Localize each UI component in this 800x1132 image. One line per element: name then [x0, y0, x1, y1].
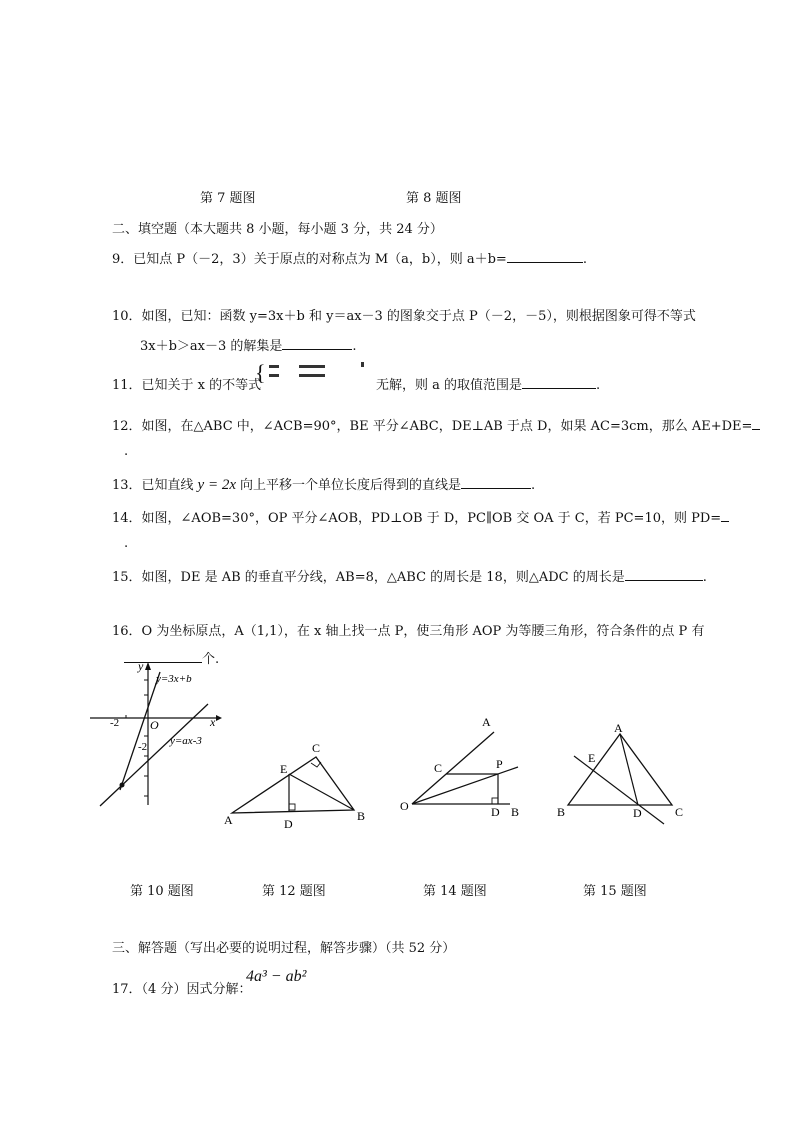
fig10-tick-x: -2 [110, 717, 120, 729]
fig12-triangle-abc [232, 757, 354, 813]
question-9 [112, 248, 587, 267]
fig14-label-d: D [491, 805, 500, 819]
q14-answer-blank[interactable] [721, 509, 729, 522]
fig15-segment-ad [620, 734, 638, 805]
q10-line1: 10．如图，已知：函数 y=3x＋b 和 y＝ax－3 的图象交于点 P（－2，－5），则根据图象可得不等式 [112, 309, 696, 324]
q14-line2: . [124, 536, 129, 551]
section2-header: 二、填空题（本大题共 8 小题，每小题 3 分，共 24 分） [112, 222, 443, 237]
q12-line1: 12．如图，在△ABC 中，∠ACB=90°，BE 平分∠ABC，DE⊥AB 于点 D，如果 AC=3cm，那么 AE+DE= [112, 419, 753, 434]
q13-end: . [531, 478, 536, 493]
fig14-ray-oa [412, 732, 494, 804]
figure-15 [552, 718, 687, 828]
q11-inequality-system-image [255, 360, 370, 386]
q16-end: 个. [202, 652, 220, 667]
svg-text:{: { [255, 360, 266, 385]
fig7-caption: 第 7 题图 [200, 191, 256, 206]
fig12-label-b: B [357, 809, 366, 823]
q13-post: 向上平移一个单位长度后得到的直线是 [239, 478, 461, 493]
fig12-label-d: D [284, 817, 293, 830]
q15-text: 15．如图，DE 是 AB 的垂直平分线，AB=8，△ABC 的周长是 18，则△ADC 的周长是 [112, 570, 625, 585]
fig15-caption: 第 15 题图 [583, 884, 647, 899]
q12-line2: . [124, 444, 129, 459]
fig10-label-line2: y=ax-3 [170, 735, 202, 747]
q13-math: y = 2x [197, 477, 236, 493]
question-17 [112, 978, 251, 997]
fig15-label-b: B [557, 805, 566, 819]
fig15-label-a: A [614, 721, 623, 735]
q17-text: 17．（4 分）因式分解： [112, 982, 252, 997]
fig10-y-label: y [138, 660, 144, 673]
fig12-label-a: A [224, 813, 233, 827]
fig10-caption: 第 10 题图 [130, 884, 194, 899]
fig15-label-d: D [633, 806, 642, 820]
q17-math: 4a³ − ab² [246, 968, 307, 985]
fig14-caption: 第 14 题图 [423, 884, 487, 899]
fig12-segment-be [289, 774, 354, 810]
question-15 [112, 566, 707, 585]
fig14-label-b: B [511, 805, 520, 819]
question-11 [112, 374, 261, 393]
fig10-label-line1: y=3x+b [156, 673, 192, 685]
fig15-label-c: C [675, 805, 684, 819]
figure-10 [86, 660, 226, 810]
q11-post: 无解，则 a 的取值范围是 [376, 378, 523, 393]
q10-line2: 3x＋b＞ax－3 的解集是 [140, 339, 283, 354]
fig10-point-p [120, 783, 125, 788]
q12-answer-blank[interactable] [752, 417, 760, 430]
fig8-caption: 第 8 题图 [406, 191, 462, 206]
fig15-label-e: E [588, 751, 596, 765]
figure-14 [398, 712, 528, 822]
q9-text: 9．已知点 P（－2，3）关于原点的对称点为 M（a，b），则 a＋b= [112, 252, 507, 267]
q15-answer-blank[interactable] [625, 568, 703, 581]
q15-end: . [702, 570, 707, 585]
question-10-line2 [140, 335, 357, 354]
question-14 [112, 507, 729, 526]
q14-line1: 14．如图，∠AOB=30°，OP 平分∠AOB，PD⊥OB 于 D，PC∥OB 交 OA 于 C，若 PC=10，则 PD= [112, 511, 722, 526]
figure-12 [222, 740, 372, 830]
q16-line1: 16．O 为坐标原点，A（1,1），在 x 轴上找一点 P，使三角形 AOP 为等腰三角形，符合条件的点 P 有 [112, 624, 705, 639]
question-12 [112, 415, 760, 434]
q11-pre: 11．已知关于 x 的不等式 [112, 378, 262, 393]
q9-answer-blank[interactable] [507, 250, 583, 263]
fig12-label-c: C [312, 741, 321, 755]
fig14-label-p: P [496, 757, 503, 771]
question-13 [112, 474, 535, 494]
fig15-perpendicular-bisector-de [574, 756, 664, 824]
section3-header: 三、解答题（写出必要的说明过程，解答步骤）（共 52 分） [112, 941, 456, 956]
q13-answer-blank[interactable] [461, 476, 531, 489]
question-11-post [376, 374, 600, 393]
fig15-triangle-abc [568, 734, 672, 805]
fig10-tick-y: -2 [138, 741, 148, 753]
fig14-label-c: C [434, 761, 443, 775]
fig14-label-a: A [482, 715, 491, 729]
fig12-label-e: E [280, 762, 288, 776]
fig12-caption: 第 12 题图 [262, 884, 326, 899]
q9-end: . [582, 252, 587, 267]
fig14-label-o: O [400, 799, 409, 813]
fig10-x-label: x [210, 715, 216, 729]
q10-end: . [352, 339, 357, 354]
fig10-origin-label: O [150, 718, 159, 732]
q10-answer-blank[interactable] [282, 337, 352, 350]
q11-end: . [596, 378, 601, 393]
q13-pre: 13．已知直线 [112, 478, 194, 493]
fig14-ray-op [412, 767, 518, 804]
q11-answer-blank[interactable] [522, 376, 596, 389]
